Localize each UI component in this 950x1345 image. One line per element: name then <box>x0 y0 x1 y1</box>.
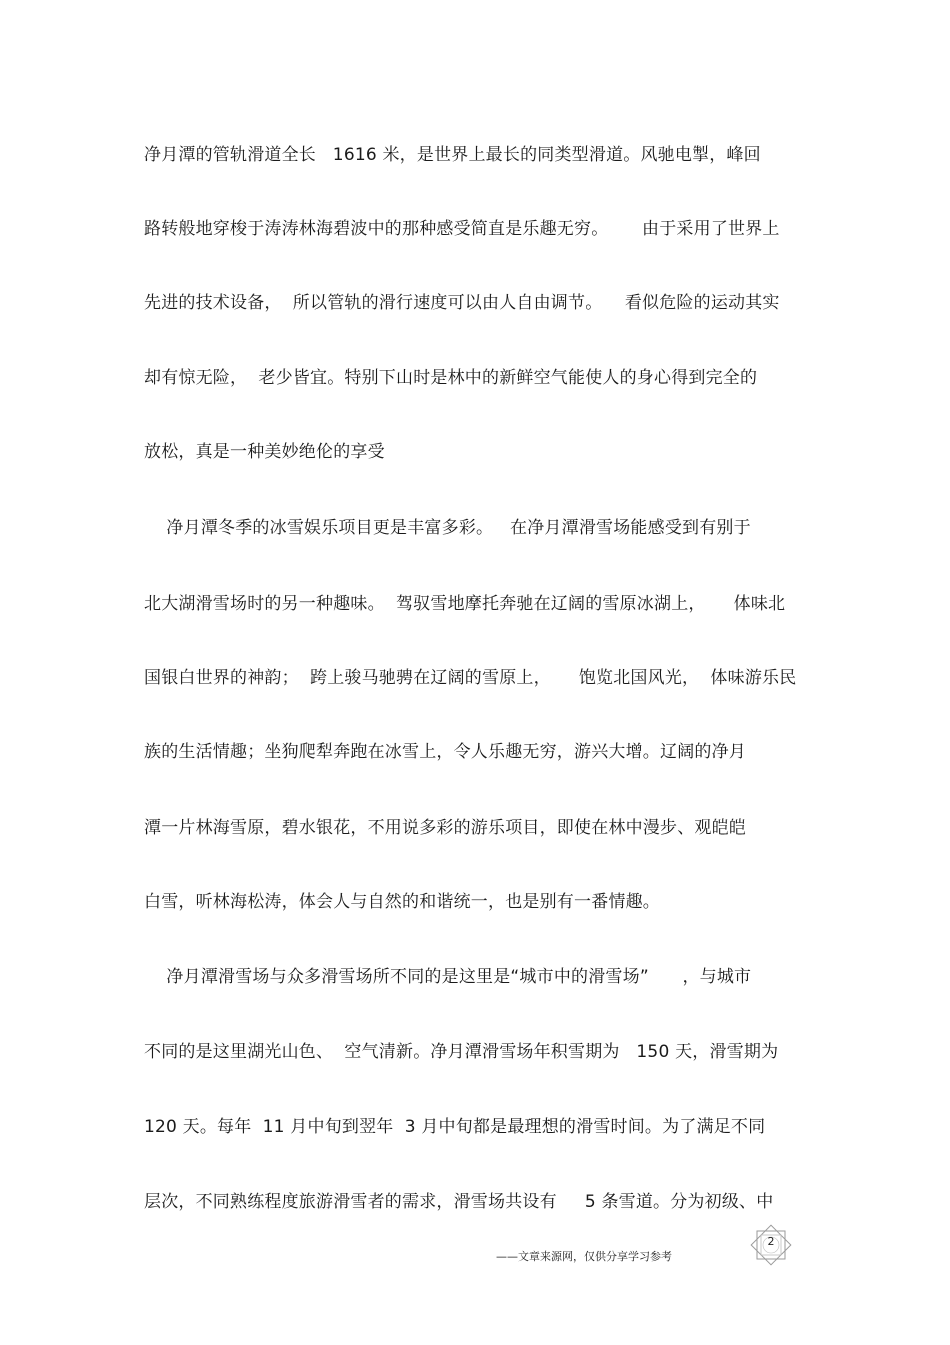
text-line-11: 白雪，听林海松涛，体会人与自然的和谐统一，也是别有一番情趣。 <box>144 892 660 912</box>
text-line-14: 120 天。每年 11 月中旬到翌年 3 月中旬都是最理想的滑雪时间。为了满足不同 <box>144 1117 766 1137</box>
text-line-13: 不同的是这里湖光山色、 空气清新。净月潭滑雪场年积雪期为 150 天，滑雪期为 <box>144 1042 779 1062</box>
text-line-7: 北大湖滑雪场时的另一种趣味。 驾驭雪地摩托奔驰在辽阔的雪原冰湖上， 体味北 <box>144 594 786 614</box>
footer-source-note: ——文章来源网，仅供分享学习参考 <box>496 1250 672 1263</box>
text-line-12: 净月潭滑雪场与众多滑雪场所不同的是这里是“城市中的滑雪场” ，与城市 <box>144 967 752 987</box>
text-line-10: 潭一片林海雪原，碧水银花，不用说多彩的游乐项目，即使在林中漫步、观皑皑 <box>144 818 746 838</box>
text-line-1: 净月潭的管轨滑道全长 1616 米，是世界上最长的同类型滑道。风驰电掣，峰回 <box>144 145 761 165</box>
text-line-4: 却有惊无险， 老少皆宜。特别下山时是林中的新鲜空气能使人的身心得到完全的 <box>144 368 758 388</box>
text-line-2: 路转般地穿梭于涛涛林海碧波中的那种感受简直是乐趣无穷。 由于采用了世界上 <box>144 219 780 239</box>
text-line-3: 先进的技术设备， 所以管轨的滑行速度可以由人自由调节。 看似危险的运动其实 <box>144 293 780 313</box>
page-number: 2 <box>767 1235 775 1248</box>
text-line-15: 层次，不同熟练程度旅游滑雪者的需求，滑雪场共设有 5 条雪道。分为初级、中 <box>144 1192 774 1212</box>
text-line-6: 净月潭冬季的冰雪娱乐项目更是丰富多彩。 在净月潭滑雪场能感受到有别于 <box>144 518 751 538</box>
text-line-5: 放松，真是一种美妙绝伦的享受 <box>144 442 385 462</box>
page-number-badge <box>748 1222 794 1268</box>
text-line-8: 国银白世界的神韵； 跨上骏马驰骋在辽阔的雪原上， 饱览北国风光， 体味游乐民 <box>144 668 797 688</box>
text-line-9: 族的生活情趣；坐狗爬犁奔跑在冰雪上，令人乐趣无穷，游兴大增。辽阔的净月 <box>144 742 746 762</box>
